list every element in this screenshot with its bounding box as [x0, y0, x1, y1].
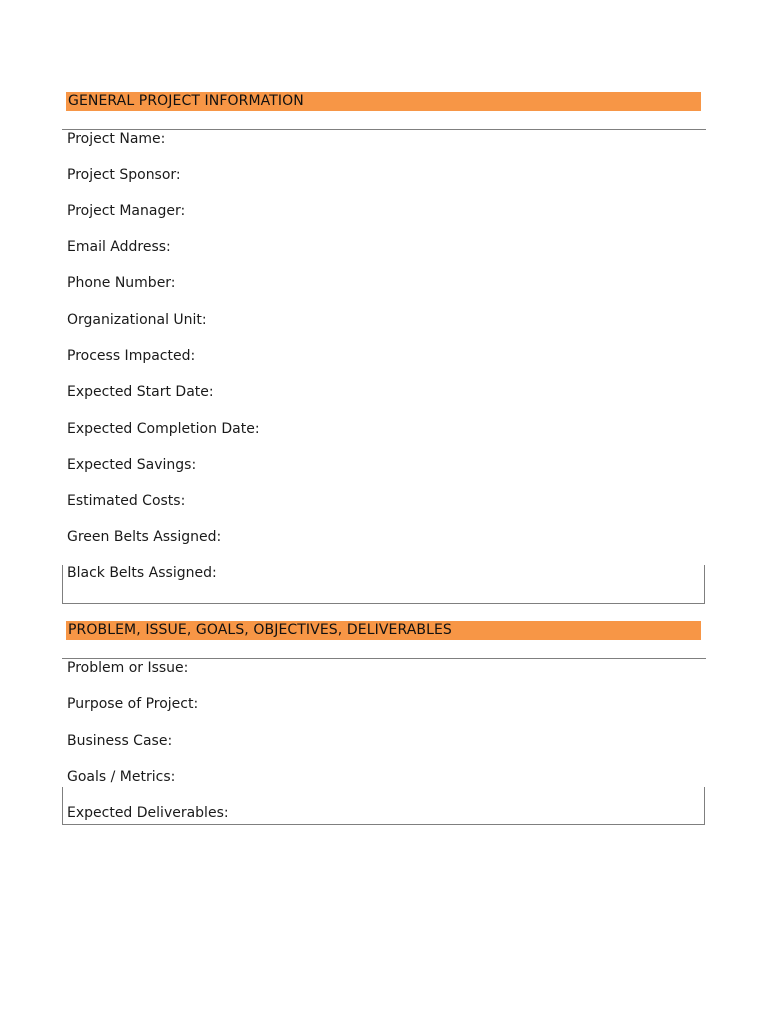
field-label-business-case: Business Case:	[67, 733, 173, 749]
field-label-process-impacted: Process Impacted:	[67, 348, 196, 364]
field-label-project-name: Project Name:	[67, 131, 166, 147]
field-label-email-address: Email Address:	[67, 239, 171, 255]
field-label-expected-completion-date: Expected Completion Date:	[67, 421, 260, 437]
field-label-estimated-costs: Estimated Costs:	[67, 493, 186, 509]
field-label-organizational-unit: Organizational Unit:	[67, 312, 207, 328]
field-label-phone-number: Phone Number:	[67, 275, 176, 291]
field-label-black-belts-assigned: Black Belts Assigned:	[67, 565, 217, 581]
section-header-general-project-information: GENERAL PROJECT INFORMATION	[66, 92, 701, 111]
field-label-expected-deliverables: Expected Deliverables:	[67, 805, 229, 821]
field-label-purpose-of-project: Purpose of Project:	[67, 696, 199, 712]
field-label-expected-start-date: Expected Start Date:	[67, 384, 214, 400]
field-label-green-belts-assigned: Green Belts Assigned:	[67, 529, 222, 545]
field-label-expected-savings: Expected Savings:	[67, 457, 197, 473]
field-label-goals-metrics: Goals / Metrics:	[67, 769, 176, 785]
section-header-problem-issue-goals: PROBLEM, ISSUE, GOALS, OBJECTIVES, DELIVERABLES	[66, 621, 701, 640]
field-label-project-manager: Project Manager:	[67, 203, 186, 219]
field-label-problem-or-issue: Problem or Issue:	[67, 660, 189, 676]
field-label-project-sponsor: Project Sponsor:	[67, 167, 181, 183]
